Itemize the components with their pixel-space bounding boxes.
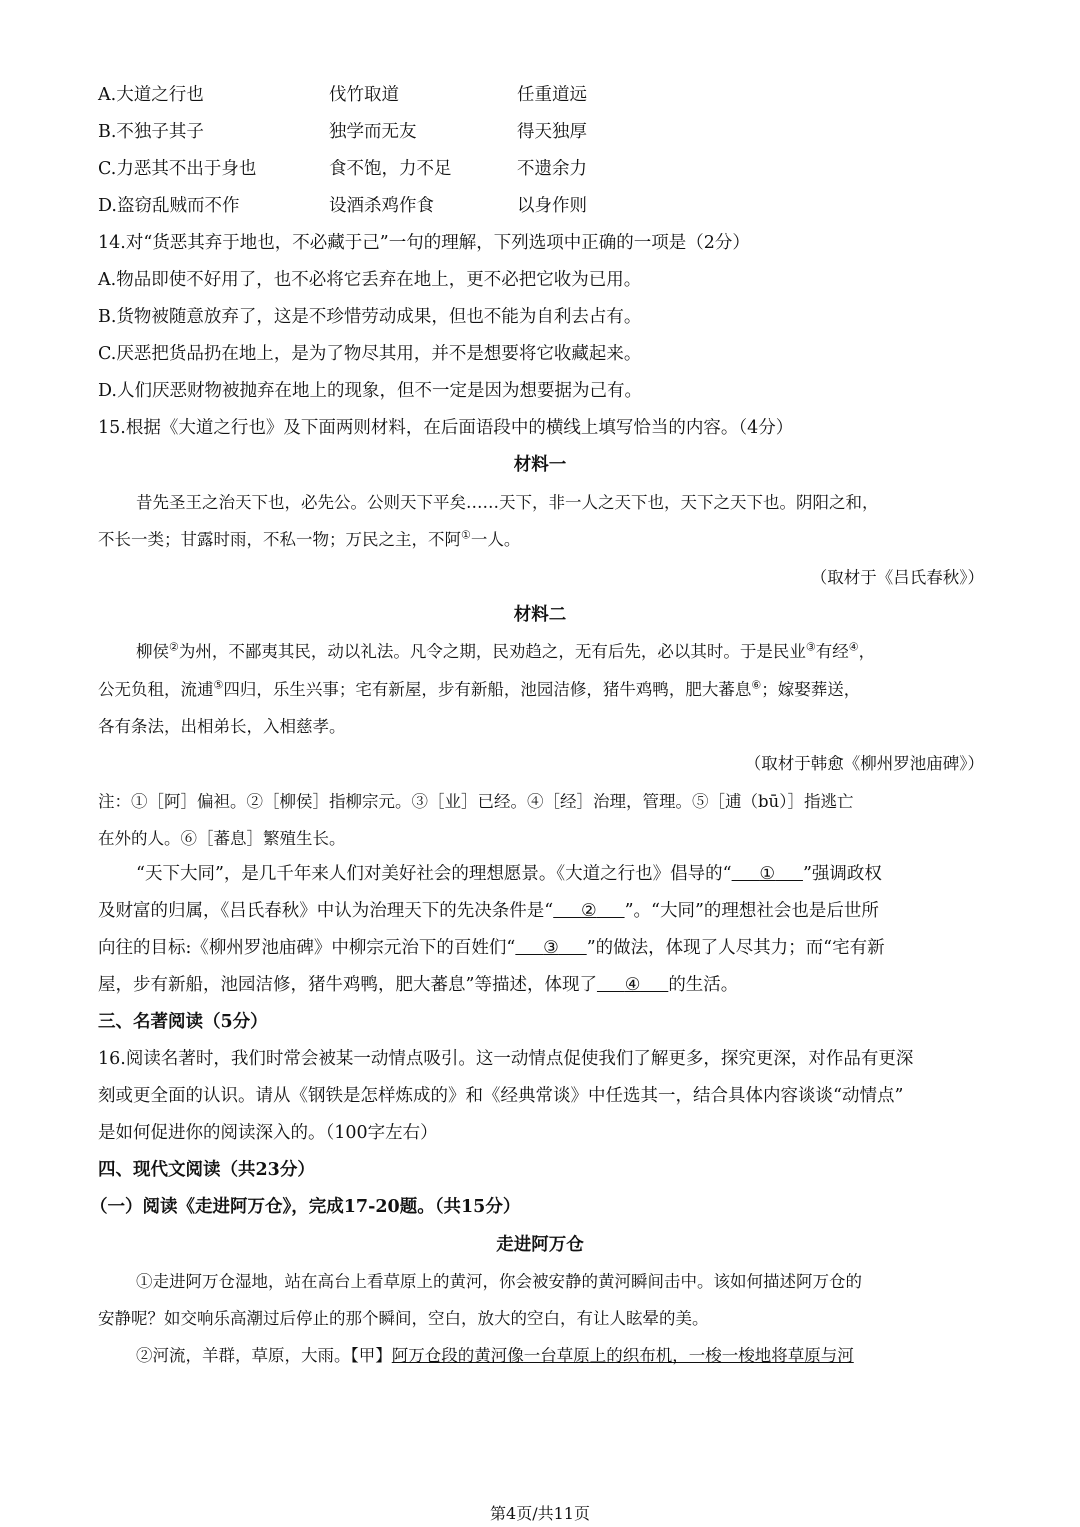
- fill-in-paragraph: 屋，步有新船，池园洁修，猪牛鸡鸭，肥大蕃息”等描述，体现了 ④ 的生活。: [98, 975, 739, 995]
- option-col3: 以身作则: [517, 196, 587, 216]
- option-col2: 食不饱，力不足: [329, 159, 452, 179]
- option-col1: C.力恶其不出于身也: [98, 159, 257, 179]
- material-1-source: （取材于《吕氏春秋》）: [810, 568, 984, 587]
- article-paragraph: ①走进阿万仓湿地，站在高台上看草原上的黄河，你会被安静的黄河瞬间击中。该如何描述阿万仓的: [136, 1272, 862, 1291]
- material-2-text: 公无负租，流逋⑤四归，乐生兴事；宅有新屋，步有新船，池园洁修，猪牛鸡鸭，肥大蕃息⑥；嫁娶葬送，: [98, 678, 861, 699]
- option-col3: 得天独厚: [517, 122, 587, 142]
- fill-in-paragraph: 向往的目标:《柳州罗池庙碑》中柳宗元治下的百姓们“ ③ ”的做法，体现了人尽其力；而“宅有新: [98, 938, 885, 958]
- option-col3: 任重道远: [517, 85, 587, 105]
- material-1-text: 不长一类；甘露时雨，不私一物；万民之主，不阿①一人。: [98, 528, 521, 549]
- material-2-text: 各有条法，出相弟长，入相慈孝。: [98, 717, 346, 736]
- material-1-text: 昔先圣王之治天下也，必先公。公则天下平矣……天下，非一人之天下也，天下之天下也。阴阳之和，: [136, 493, 879, 512]
- q13-option-row: [98, 83, 998, 107]
- answer-blank-2[interactable]: ②: [581, 901, 597, 921]
- reading-subheading: （一）阅读《走进阿万仓》，完成17-20题。（共15分）: [90, 1197, 521, 1217]
- material-2-text: 柳侯②为州，不鄙夷其民，动以礼法。凡令之期，民劝趋之，无有后先，必以其时。于是民业③有经④，: [136, 640, 876, 661]
- question-16-text: 是如何促进你的阅读深入的。（100字左右）: [98, 1123, 438, 1143]
- page-number: 第4页/共11页: [490, 1504, 590, 1523]
- question-16-text: 刻或更全面的认识。请从《钢铁是怎样炼成的》和《经典常谈》中任选其一，结合具体内容谈谈“动情点”: [98, 1086, 904, 1106]
- section-4-heading: 四、现代文阅读（共23分）: [98, 1160, 315, 1180]
- option-col2: 伐竹取道: [329, 85, 399, 105]
- article-paragraph: ②河流，羊群，草原，大雨。【甲】阿万仓段的黄河像一台草原上的织布机，一梭一梭地将草原与河: [136, 1346, 854, 1365]
- material-2-source: （取材于韩愈《柳州罗池庙碑》）: [744, 754, 984, 773]
- question-14-option-a: A.物品即使不好用了，也不必将它丢弃在地上，更不必把它收为已用。: [98, 270, 642, 290]
- question-15-stem: 15.根据《大道之行也》及下面两则材料，在后面语段中的横线上填写恰当的内容。（4分）: [98, 418, 794, 438]
- fill-in-paragraph: “天下大同”，是几千年来人们对美好社会的理想愿景。《大道之行也》倡导的“ ① ”强调政权: [136, 864, 882, 884]
- question-16-text: 16.阅读名著时，我们时常会被某一动情点吸引。这一动情点促使我们了解更多，探究更深，对作品有更深: [98, 1049, 914, 1069]
- answer-blank-1[interactable]: ①: [759, 864, 776, 884]
- answer-blank-3[interactable]: ③: [543, 938, 559, 958]
- option-col3: 不遗余力: [517, 159, 587, 179]
- option-col1: D.盗窃乱贼而不作: [98, 196, 240, 216]
- option-col2: 独学而无友: [329, 122, 417, 142]
- annotation-notes: 注：①［阿］偏袒。②［柳侯］指柳宗元。③［业］已经。④［经］治理，管理。⑤［逋（bū）］指逃亡: [98, 792, 854, 811]
- option-col2: 设酒杀鸡作食: [329, 196, 434, 216]
- question-14-stem: 14.对“货恶其弃于地也，不必藏于己”一句的理解，下列选项中正确的一项是（2分）: [98, 233, 750, 253]
- question-14-option-c: C.厌恶把货品扔在地上，是为了物尽其用，并不是想要将它收藏起来。: [98, 344, 642, 364]
- option-col1: B.不独子其子: [98, 122, 204, 142]
- article-title: 走进阿万仓: [496, 1235, 584, 1255]
- answer-blank-4[interactable]: ④: [624, 975, 641, 995]
- section-3-heading: 三、名著阅读（5分）: [98, 1012, 268, 1032]
- q13-option-row: [98, 120, 998, 144]
- fill-in-paragraph: 及财富的归属，《吕氏春秋》中认为治理天下的先决条件是“ ② ”。“大同”的理想社会也是后世所: [98, 901, 879, 921]
- question-14-option-d: D.人们厌恶财物被抛弃在地上的现象，但不一定是因为想要据为己有。: [98, 381, 642, 401]
- annotation-notes: 在外的人。⑥［蕃息］繁殖生长。: [98, 829, 346, 848]
- underlined-sentence-jia: 阿万仓段的黄河像一台草原上的织布机，一梭一梭地将草原与河: [391, 1346, 854, 1365]
- q13-option-row: [98, 157, 998, 181]
- q13-option-row: [98, 194, 998, 218]
- material-1-title: 材料一: [513, 455, 567, 475]
- material-2-title: 材料二: [513, 605, 567, 625]
- question-14-option-b: B.货物被随意放弃了，这是不珍惜劳动成果，但也不能为自利去占有。: [98, 307, 642, 327]
- option-col1: A.大道之行也: [98, 85, 204, 105]
- article-paragraph: 安静呢？如交响乐高潮过后停止的那个瞬间，空白，放大的空白，有让人眩晕的美。: [98, 1309, 709, 1328]
